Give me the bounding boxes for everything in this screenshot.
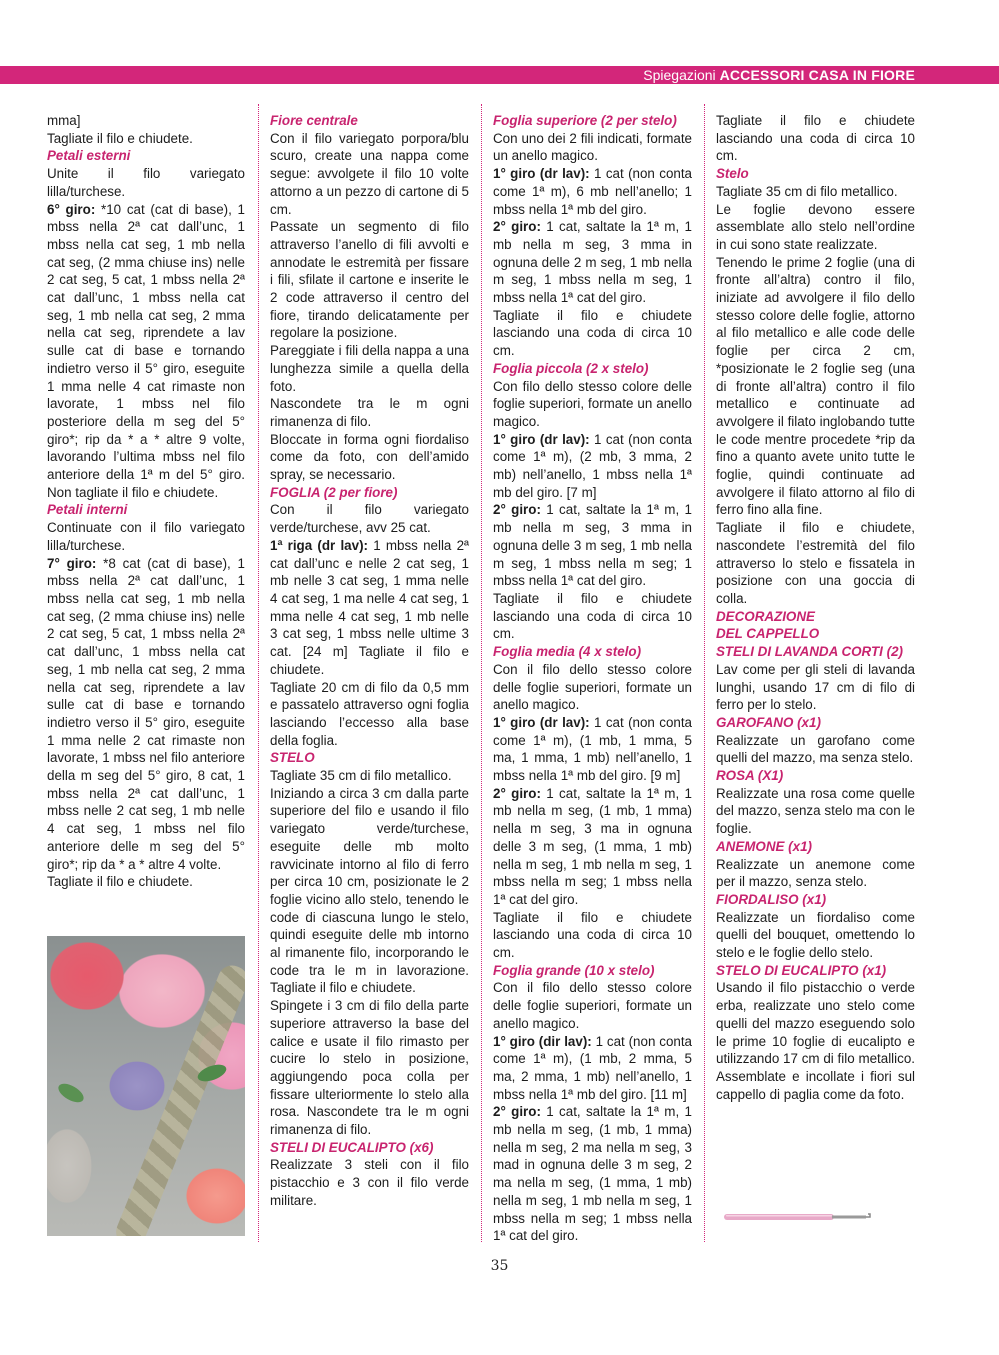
subheading-petali-esterni: Petali esterni	[47, 148, 131, 164]
round-label: 1° giro (dir lav):	[493, 1033, 592, 1049]
paragraph: Iniziando a circa 3 cm dalla parte superiore del filo e usando il filo variegato verde/turchese, eseguite delle mb molto ravvicinate intorno al filo di ferro per circa 10 cm, posizionate le 2 foglie vicino allo stelo, tenendo le code di ciascuna lungo le stelo, quindi eseguite delle mb intorno al rimanente filo, incorporando le code tra le m in lavorazione. Tagliate il filo e chiudete.	[270, 785, 469, 996]
paragraph: Con il filo dello stesso colore delle foglie superiori, formate un anello magico.	[493, 661, 692, 713]
paragraph: Tagliate il filo e chiudete lasciando una coda di circa 10 cm.	[493, 307, 692, 359]
paragraph: Tagliate 35 cm di filo metallico.	[716, 183, 898, 199]
heading-del-cappello: DEL CAPPELLO	[716, 626, 820, 642]
paragraph: Usando il filo pistacchio o verde erba, realizzate uno stelo come quelli del mazzo eseguendo solo le prime 10 foglie di eucalipto e utilizzando 17 cm di filo metallico. Assemblate e incollate i fiori sul cappello di paglia come da foto.	[716, 980, 915, 1102]
paragraph: Lav come per gli steli di lavanda lunghi, usando 17 cm di filo di ferro per lo stelo.	[716, 661, 915, 713]
paragraph: Tagliate il filo e chiudete lasciando una coda di circa 10 cm.	[493, 590, 692, 642]
round-text: 1 cat, saltate la 1ª m, 1 mb nella m seg, (1 mb, 1 mma) nella m seg, 2 ma nella m seg, 3 mad in ognuna delle 3 m seg, 2 ma nella m seg, (1 mma, 1 mb) nella m seg, 1 mb nella m seg, 1 mbss nella m seg; 1 mbss nella 1ª cat del giro.	[493, 1104, 692, 1244]
column-2	[270, 112, 469, 1210]
subheading-fiordaliso: FIORDALISO (x1)	[716, 891, 827, 907]
round-text: 1 cat (non conta come 1ª m), (1 mb, 2 mma, 5 ma, 2 mma, 1 mb) nell’anello, 1 mbss nella 1ª mb del giro. [11 m]	[493, 1033, 693, 1102]
paragraph: Nascondete tra le m ogni rimanenza di filo.	[270, 396, 469, 429]
subheading-foglia-superiore: Foglia superiore (2 per stelo)	[493, 113, 677, 128]
eucalyptus-stem-shape	[112, 961, 245, 1236]
subheading-fiore-centrale: Fiore centrale	[270, 113, 358, 128]
paragraph	[493, 785, 692, 909]
paragraph: Unite il filo variegato lilla/turchese.	[47, 166, 245, 199]
paragraph: Tagliate 35 cm di filo metallico.	[270, 768, 452, 784]
paragraph	[47, 201, 245, 502]
crochet-hook-icon	[722, 1212, 872, 1222]
round-text: *8 cat (cat di base), 1 mbss nella 2ª cat dall’unc, 1 mbss nella cat seg, 1 mb nella cat seg, (2 mma chiuse ins) nelle 2 cat seg, 5 cat, 1 mbss nella 2ª cat dall’unc, 1 mbss nella cat seg, 1 mb nella cat seg, 2 mma nella cat seg, riprendete a lav sulle cat di base e tornando indietro verso il 5° giro, eseguite 1 mma nelle 2 cat rimaste non lavorate, 1 mbss nel filo anteriore della m seg del 5° giro, 8 cat, 1 mbss nella 2ª cat dall’unc, 1 mbss nelle 2 cat seg, 1 mb nelle 4 cat seg, 1 mbss nel filo anteriore delle m seg del 5° giro*; rip da * a * altre 4 volte.	[47, 555, 245, 872]
paragraph	[270, 537, 469, 679]
paragraph: Le foglie devono essere assemblate allo stelo nell’ordine in cui sono state realizzate.	[716, 201, 915, 252]
paragraph: Tagliate il filo e chiudete.	[47, 874, 193, 890]
paragraph: Bloccate in forma ogni fiordaliso come da foto, con dell’amido spray, se necessario.	[270, 431, 469, 483]
paragraph: Realizzate un anemone come per il mazzo, senza stelo.	[716, 856, 915, 890]
subheading-petali-interni: Petali interni	[47, 502, 128, 518]
paragraph	[493, 165, 692, 218]
column-1	[47, 112, 245, 891]
paragraph	[493, 1103, 692, 1245]
round-label: 1° giro (dr lav):	[493, 714, 590, 730]
round-text: 1 cat, saltate la 1ª m, 1 mb nella m seg, 3 mma in ognuna delle 3 m seg, 1 mb nella m seg, 1 mbss nella m seg; 1 mbss nella 1ª cat del giro.	[493, 502, 692, 589]
paragraph	[493, 714, 692, 785]
round-label: 2° giro:	[493, 1104, 541, 1120]
paragraph	[493, 218, 692, 307]
paragraph: Realizzate un garofano come quelli del mazzo, ma senza stelo.	[716, 732, 915, 766]
row-label: 1ª riga (dr lav):	[270, 537, 368, 553]
round-label: 1° giro (dr lav):	[493, 431, 590, 447]
round-label: 1° giro (dr lav):	[493, 166, 590, 182]
crochet-flowers-photo	[47, 936, 245, 1236]
leaf-shape	[55, 1080, 86, 1106]
subheading-foglia-grande: Foglia grande (10 x stelo)	[493, 962, 655, 978]
paragraph	[493, 431, 692, 502]
paragraph: Con il filo variegato porpora/blu scuro, create una nappa come segue: avvolgete il filo 10 volte attorno a un pezzo di cartone di 5 cm.	[270, 130, 469, 217]
round-text: 1 cat (non conta come 1ª m), (2 mb, 3 mma, 2 mb) nell’anello, 1 mbss nella 1ª mb del giro. [7 m]	[493, 431, 693, 500]
round-text: 1 cat, saltate la 1ª m, 1 mb nella m seg, (1 mb, 1 mma) nella m seg, 3 ma in ognuna delle 3 m seg, (1 mma, 1 mb) nella m seg, 1 mb nella m seg, 1 mbss nella m seg; 1 mbss nella 1ª cat del giro.	[493, 785, 692, 907]
paragraph: Passate un segmento di filo attraverso l’anello di fili avvolti e annodate le estremità per fissare i fili, sfilate il cartone e inserite le 2 code attraverso il centro del fiore, tirando delicatamente per regolare la posizione.	[270, 219, 469, 341]
paragraph: Realizzate 3 steli con il filo pistacchio e 3 con il filo verde militare.	[270, 1157, 469, 1208]
column-divider	[704, 104, 706, 1242]
round-label: 2° giro:	[493, 785, 541, 801]
paragraph: Con filo dello stesso colore delle foglie superiori, formate un anello magico.	[493, 378, 692, 429]
column-divider	[481, 104, 483, 1242]
paragraph: Realizzate un fiordaliso come quelli del bouquet, omettendo lo stelo e le foglie dello stelo.	[716, 909, 915, 961]
column-3	[493, 112, 692, 1245]
page-number: 35	[490, 1258, 509, 1274]
row-text: 1 mbss nella 2ª cat dall’unc e nelle 2 cat seg, 1 mb nelle 3 cat seg, 1 mma nelle 4 cat seg, 1 ma nelle 4 cat seg, 1 mma nelle 4 cat seg, 1 mb nelle 3 cat seg, 1 mbss nelle ultime 3 cat. [24 m] Tagliate il filo e chiudete.	[270, 537, 469, 677]
subheading-garofano: GAROFANO (x1)	[716, 714, 821, 730]
subheading-anemone: ANEMONE (x1)	[716, 838, 812, 854]
subheading-steli-eucalipto: STELI DI EUCALIPTO (x6)	[270, 1139, 434, 1155]
paragraph: Tagliate il filo e chiudete lasciando una coda di circa 10 cm.	[493, 909, 692, 961]
round-label: 7° giro:	[47, 555, 97, 571]
paragraph: Realizzate una rosa come quelle del mazzo, senza stelo ma con le foglie.	[716, 785, 915, 837]
paragraph	[47, 555, 245, 874]
round-label: 2° giro:	[493, 219, 541, 235]
heading-decorazione: DECORAZIONE	[716, 608, 815, 624]
round-text: *10 cat (cat di base), 1 mbss nella 2ª cat dall’unc, 1 mbss nella cat seg, 1 mb nella cat seg, (2 mma chiuse ins) nelle 2 cat seg, 5 cat, 1 mbss nella 2ª cat dall’unc, 1 mbss nella cat seg, 1 mb nella cat seg, 2 mma nella cat seg, riprendete a lav sulle cat di base e tornando indietro verso il 5° giro, eseguite 1 mma nelle 4 cat rimaste non lavorate, 1 mbss nel filo posteriore della m seg del 5° giro*; rip da * a * altre 9 volte, lavorando l’ultima mbss nel filo anteriore della 1ª m del 5° giro. Non tagliate il filo e chiudete.	[47, 201, 245, 500]
subheading-stelo: Stelo	[716, 166, 749, 182]
subheading-stelo-eucalipto: STELO DI EUCALIPTO (x1)	[716, 962, 887, 978]
paragraph: Spingete i 3 cm di filo della parte superiore attraverso la base del calice e usate il filo rimasto per cucire lo stelo in posizione, aggiungendo poca colla per fissare ulteriormente lo stelo alla rosa. Nascondete tra le m ogni rimanenza di filo.	[270, 998, 469, 1138]
section-title: ACCESSORI CASA IN FIORE	[719, 67, 915, 83]
subheading-foglia: FOGLIA (2 per fiore)	[270, 484, 398, 500]
paragraph	[493, 501, 692, 590]
column-divider	[258, 104, 260, 1242]
paragraph: Continuate con il filo variegato lilla/turchese.	[47, 520, 245, 553]
round-label: 6° giro:	[47, 201, 96, 217]
subheading-steli-lavanda: STELI DI LAVANDA CORTI (2)	[716, 644, 903, 660]
round-text: 1 cat (non conta come 1ª m), (1 mb, 1 mma, 5 ma, 1 mma, 1 mb) nell’anello, 1 mbss nella 1ª mb del giro. [9 m]	[493, 714, 693, 784]
subheading-stelo: STELO	[270, 750, 315, 766]
section-prefix: Spiegazioni	[643, 67, 716, 83]
section-header	[643, 66, 915, 84]
paragraph: Tenendo le prime 2 foglie (una di fronte all’altra) contro il filo, iniziate ad avvolgere il filo dello stesso colore delle foglie, attorno al filo metallico e alle code delle foglie per circa 2 cm, *posizionate le 2 foglie seg (una di fronte all’altra) contro il filo metallico e continuate ad avvolgere il filato inglobando tutte le code mentre procedete *rip da fino a quanto avete unito tutte le foglie, quindi continuate ad avvolgere il filato attorno al filo di ferro fino alla fine.	[716, 254, 915, 518]
text-line: Tagliate il filo e chiudete.	[47, 130, 193, 146]
paragraph: Con il filo variegato verde/turchese, avv 25 cat.	[270, 502, 469, 536]
paragraph: Tagliate il filo e chiudete lasciando una coda di circa 10 cm.	[716, 113, 915, 164]
text-line: mma]	[47, 113, 81, 128]
paragraph: Con uno dei 2 fili indicati, formate un anello magico.	[493, 130, 692, 164]
column-4	[716, 112, 915, 1103]
subheading-foglia-media: Foglia media (4 x stelo)	[493, 644, 642, 660]
paragraph: Con il filo dello stesso colore delle foglie superiori, formate un anello magico.	[493, 980, 692, 1031]
paragraph: Pareggiate i fili della nappa a una lunghezza simile a quella della foto.	[270, 343, 469, 394]
subheading-rosa: ROSA (X1)	[716, 768, 784, 784]
paragraph: Tagliate 20 cm di filo da 0,5 mm e passatelo attraverso ogni foglia lasciando l’eccesso alla base della foglia.	[270, 679, 469, 748]
subheading-foglia-piccola: Foglia piccola (2 x stelo)	[493, 360, 649, 376]
round-text: 1 cat, saltate la 1ª m, 1 mb nella m seg, 3 mma in ognuna delle 2 m seg, 1 mb nella m seg, 1 mbss nella m seg, 1 mbss nella 1ª cat del giro.	[493, 219, 692, 306]
paragraph: Tagliate il filo e chiudete, nascondete l’estremità del filo attraverso lo stelo e fissatela in posizione con una goccia di colla.	[716, 520, 915, 606]
paragraph	[493, 1033, 692, 1104]
round-text: 1 cat (non conta come 1ª m), 6 mb nell’anello; 1 mbss nella 1ª mb del giro.	[493, 166, 693, 217]
round-label: 2° giro:	[493, 502, 541, 518]
